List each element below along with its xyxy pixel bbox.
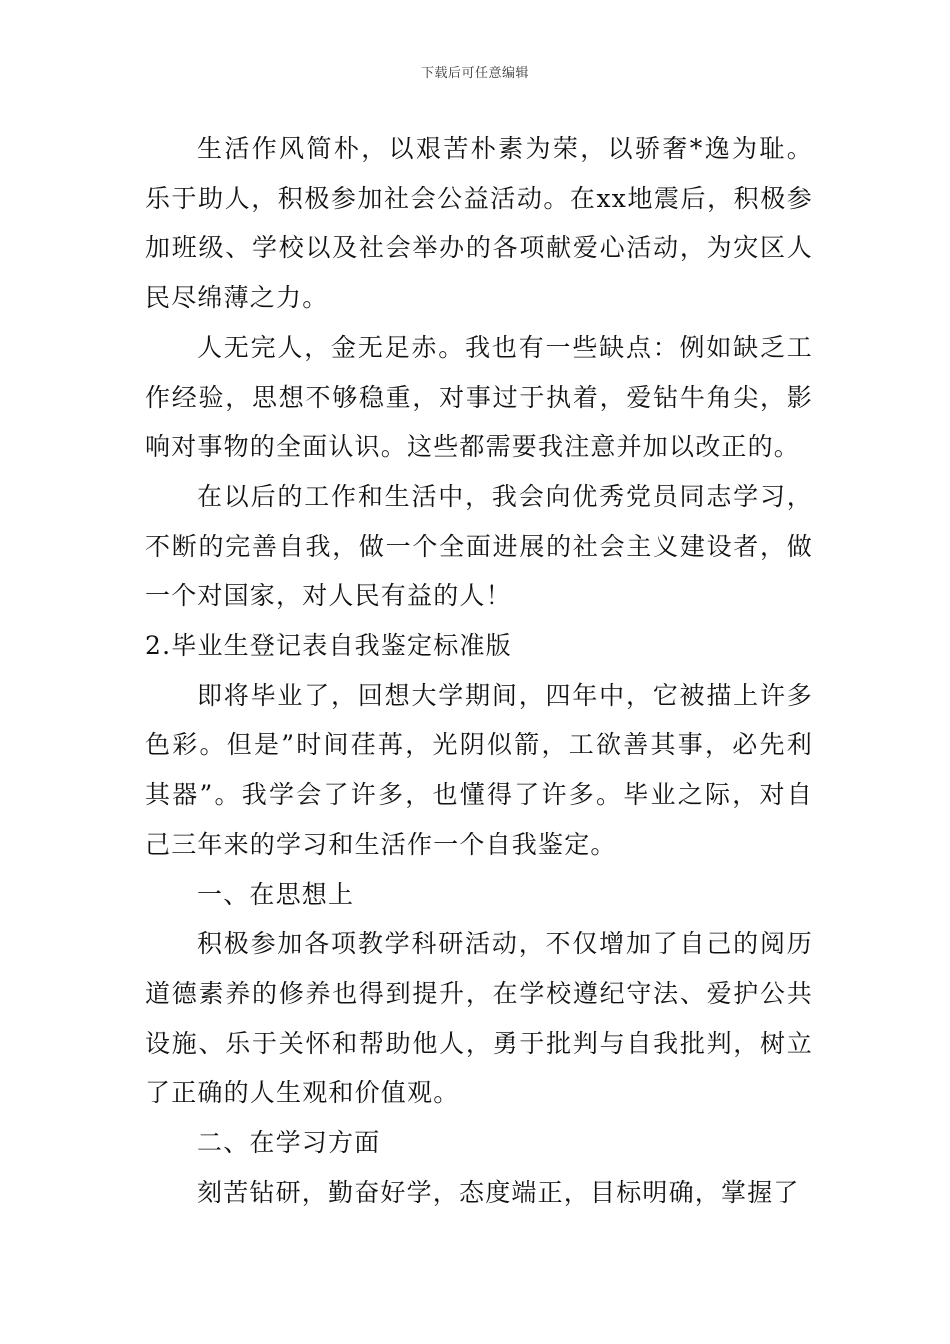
paragraph-shortcomings: 人无完人，金无足赤。我也有一些缺点：例如缺乏工作经验，思想不够稳重，对事过于执着，爱钻牛角尖，影响对事物的全面认识。这些都需要我注意并加以改正的。 [145,332,813,462]
page-header: 下载后可任意编辑 [420,66,529,81]
paragraph-thought: 积极参加各项教学科研活动，不仅增加了自己的阅历道德素养的修养也得到提升，在学校遵纪守法、爱护公共设施、乐于关怀和帮助他人，勇于批判与自我批判，树立了正确的人生观和价值观。 [145,929,813,1108]
paragraph-study: 刻苦钻研，勤奋好学，态度端正，目标明确，掌握了 [197,1177,800,1207]
section-heading: 2.毕业生登记表自我鉴定标准版 [145,631,512,661]
subheading-thought: 一、在思想上 [197,879,355,909]
paragraph-future: 在以后的工作和生活中，我会向优秀党员同志学习，不断的完善自我，做一个全面进展的社会主义建设者，做一个对国家，对人民有益的人！ [145,481,813,611]
document-body [145,124,813,1217]
paragraph-lifestyle: 生活作风简朴，以艰苦朴素为荣，以骄奢*逸为耻。乐于助人，积极参加社会公益活动。在xx地震后，积极参加班级、学校以及社会举办的各项献爱心活动，为灾区人民尽绵薄之力。 [145,134,813,313]
paragraph-graduation: 即将毕业了，回想大学期间，四年中，它被描上许多色彩。但是”时间荏苒，光阴似箭，工欲善其事，必先利其器”。我学会了许多，也懂得了许多。毕业之际，对自己三年来的学习和生活作一个自我鉴定。 [145,680,813,859]
subheading-study: 二、在学习方面 [197,1128,381,1158]
